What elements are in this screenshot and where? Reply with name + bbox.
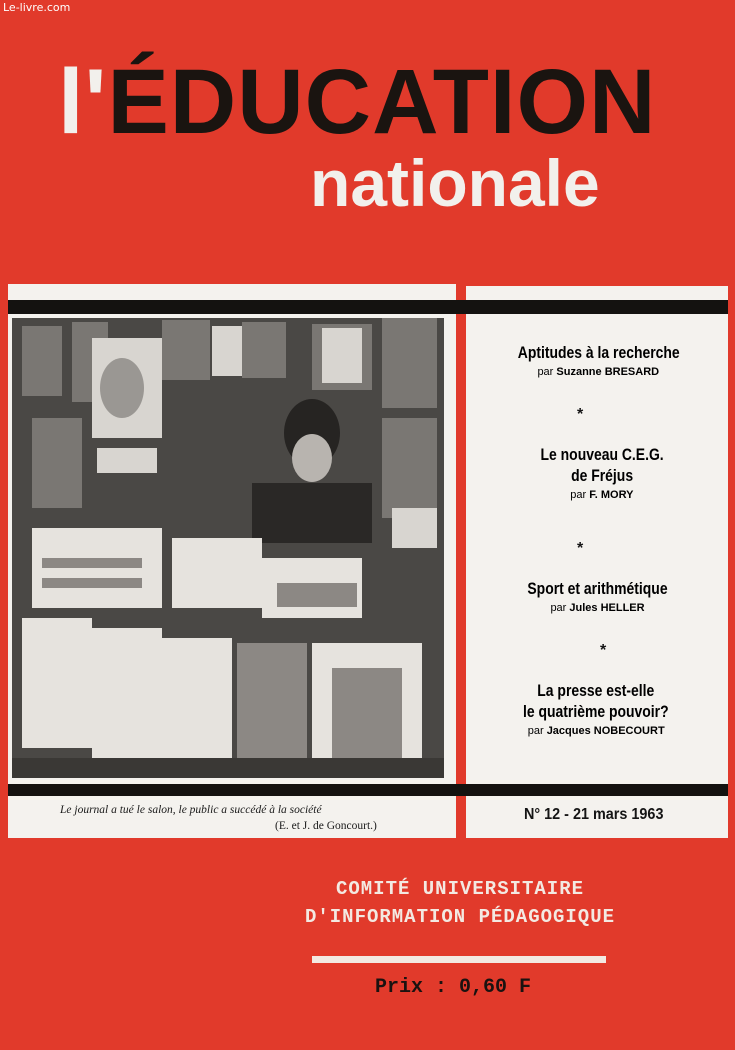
photo-caption-source: (E. et J. de Goncourt.) (275, 820, 377, 832)
contents-item (512, 578, 683, 614)
article-by: par (537, 366, 554, 378)
masthead-subtitle: nationale (310, 146, 600, 220)
article-title-line: La presse est-elle (537, 681, 655, 700)
top-rule (8, 300, 728, 314)
contents-item (507, 680, 685, 737)
article-author: Suzanne BRESARD (556, 366, 660, 378)
watermark: Le-livre.com (3, 1, 71, 14)
article-title: Sport et arithmétique (527, 579, 668, 598)
article-title-line: le quatrième pouvoir? (523, 702, 670, 721)
article-title: Aptitudes à la recherche (517, 343, 680, 362)
separator-star: * (577, 540, 584, 557)
separator-star: * (577, 406, 584, 423)
article-title-line: Le nouveau C.E.G. (540, 445, 664, 464)
contents-item (527, 444, 677, 501)
photo-caption: Le journal a tué le salon, le public a succédé à la société (60, 804, 322, 816)
publisher-line: COMITÉ UNIVERSITAIRE (335, 878, 585, 900)
issue-number-date: N° 12 - 21 mars 1963 (524, 806, 664, 823)
article-title-line: de Fréjus (570, 466, 633, 485)
article-author: F. MORY (589, 489, 634, 501)
masthead-prefix: l' (58, 51, 108, 153)
price: Prix : 0,60 F (375, 976, 532, 999)
article-author: Jules HELLER (569, 602, 645, 614)
masthead-word: ÉDUCATION (107, 51, 657, 153)
price-rule (312, 956, 606, 963)
article-by: par (570, 489, 587, 501)
publisher (300, 875, 620, 931)
publisher-line: D'INFORMATION PÉDAGOGIQUE (304, 906, 616, 928)
newsstand-photo-image (12, 318, 444, 778)
bottom-rule (8, 784, 728, 796)
contents-item (500, 342, 697, 378)
newsstand-photo (12, 318, 444, 778)
article-by: par (550, 602, 567, 614)
article-by: par (527, 725, 544, 737)
masthead-title (58, 51, 657, 153)
separator-star: * (600, 642, 607, 659)
article-author: Jacques NOBECOURT (546, 725, 665, 737)
